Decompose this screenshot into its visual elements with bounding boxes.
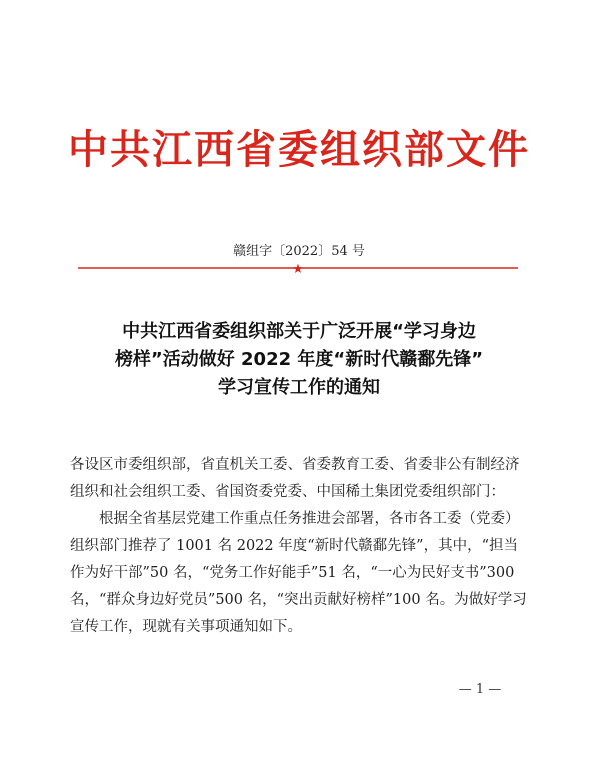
page-number: — 1 — (458, 682, 502, 697)
document-header-title: 中共江西省委组织部文件 (68, 126, 530, 173)
notice-title-line: 榜样”活动做好 2022 年度“新时代赣鄱先锋” (114, 349, 484, 370)
document-number: 赣组字〔2022〕54 号 (233, 244, 365, 259)
star-icon: ★ (292, 262, 304, 274)
notice-title (60, 318, 538, 402)
recipients-paragraph: 各设区市委组织部，省直机关工委、省委教育工委、省委非公有制经济组织和社会组织工委、省国资委党委、中国稀土集团党委组织部门： (70, 457, 520, 500)
notice-title-line: 中共江西省委组织部关于广泛开展“学习身边 (122, 321, 476, 342)
red-divider (78, 262, 518, 274)
notice-title-line: 学习宣传工作的通知 (218, 377, 380, 398)
body-paragraph: 根据全省基层党建工作重点任务推进会部署，各市各工委（党委）组织部门推荐了 1001 名 2022 年度“新时代赣鄱先锋”，其中，“担当作为好干部”50 名，“党务工作好能手”51 名，“一心为民好支书”300 名，“群众身边好党员”500 名，“突出贡献好榜样”100 名。为做好学习宣传工作，现就有关事项通知如下。 (70, 511, 527, 635)
body-text (70, 452, 532, 641)
